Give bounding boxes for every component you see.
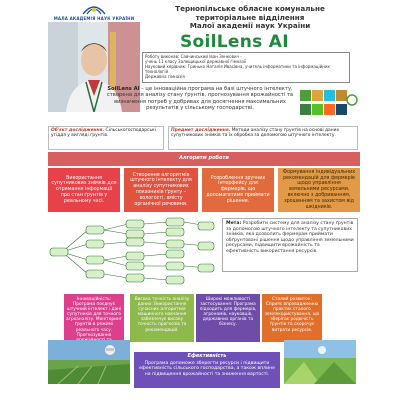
sdg-wheel-icon [347, 95, 357, 105]
aim-box [222, 218, 358, 272]
tree-node [198, 242, 214, 250]
farm-satellite-image [48, 340, 130, 384]
tree-node [126, 252, 144, 260]
app-title: SoilLens AI [180, 32, 289, 52]
feature-tile-innovation: Інноваційність: Програма поєднує штучний інтелект і дані супутників для точного агроаналізу. Моніторинг ґрунтів в режимі реального часу. Прогнозування [64, 294, 124, 342]
tree-node [166, 218, 184, 226]
aim-text: Розробити систему для аналізу стану ґрунтів за допомогою штучного інтелекту та супутникових знімків, яка дозволить фермерам приймати обґрунтовані рішення щодо управління земельними ресурсами, підвищити врожайність та ефективність використання ресурсів. [226, 221, 354, 254]
decision-tree-diagram [48, 216, 216, 288]
tree-node [126, 238, 144, 246]
author-line-3: Науковий керівник: Гринько Наталія Ивасівна, учитель інформатики та інформаційних технологій [145, 64, 330, 74]
algorithm-step-1: Використання супутникових знімків для отримання інформації про стан ґрунтів у реальному часі. [48, 168, 120, 212]
man-emblem-icon [81, 3, 107, 15]
research-subject [168, 126, 358, 150]
sdg-icon [312, 104, 323, 115]
intro-name: SoilLens AI [107, 86, 140, 92]
tree-node [198, 264, 214, 272]
tree-node [86, 226, 104, 234]
tree-node [126, 230, 144, 238]
research-object-label: Об'єкт дослідження. [51, 128, 105, 133]
sdg-icon [324, 104, 335, 115]
author-line-4: Державна гімназія [145, 74, 185, 79]
sdg-icon [312, 90, 323, 101]
tree-node [86, 270, 104, 278]
tree-node [198, 222, 214, 230]
feature-tile-applications: Широкі можливості застосування: Програма підходить для фермерів, агрономів, науковців, державних органів та бізнесу. [196, 294, 260, 342]
sdg-icons [298, 88, 358, 126]
tree-node [166, 228, 184, 236]
research-subject-label: Предмет дослідження. [171, 128, 231, 133]
tree-node [166, 250, 184, 258]
sdg-icon [336, 90, 347, 101]
aim-label: Мета: [226, 221, 242, 226]
algorithm-step-4: Формування індивідуальних рекомендацій для фермерів щодо управління земельними ресурсами, включно з добриванням, зрошенням та захистом від шкідників. [278, 168, 360, 212]
research-subject-text: Методи аналізу стану ґрунтів на основі даних супутникових знімків та їх обробка за допомогою штучного інтелекту. [171, 128, 340, 139]
sdg-icon [300, 90, 311, 101]
org-line-1: Тернопільське обласне комунальне територіальне відділення [175, 4, 325, 22]
research-object-text: Сільськогосподарські угіддя у вигляді ґрунтів. [51, 128, 156, 139]
efficiency-title: Ефективність [187, 353, 227, 359]
sdg-icon [336, 104, 347, 115]
organization-title [150, 5, 350, 31]
org-line-2: Малої академії наук України [189, 21, 311, 30]
tree-node [166, 240, 184, 248]
tree-node [126, 262, 144, 270]
algorithm-step-2: Створення алгоритмів штучного інтелекту для аналізу супутникових показників ґрунту – вологості, вмісту органічної речовини. [124, 168, 198, 212]
tree-node [166, 276, 184, 284]
sdg-icon [300, 104, 311, 115]
algorithm-title: Алгоритм роботи [179, 155, 229, 161]
tree-node [126, 274, 144, 282]
intro-description: – це інноваційна програма на базі штучного інтелекту, створена для аналізу стану ґрунтів, прогнозування врожайності та визначення потреб у добривах для досягнення максимальних результатів у сільському господарстві. [106, 86, 294, 111]
intro-text [106, 86, 294, 124]
sdg-icon [324, 90, 335, 101]
tree-node [86, 240, 104, 248]
tree-node [86, 256, 104, 264]
research-object [48, 126, 164, 150]
algorithm-step-3: Розроблення зручних інтерфейсу для фермерів, що допомагатиме приймати рішення. [202, 168, 274, 212]
efficiency-box [134, 352, 280, 388]
logo-text: МАЛА АКАДЕМІЯ НАУК УКРАЇНИ [53, 16, 135, 21]
tree-node [126, 220, 144, 228]
tree-node [50, 248, 68, 256]
author-line-2: учень 11 класу Залещицької державної гімназії [145, 59, 247, 64]
feature-tile-sustainability: Сталий розвиток: Сприяє впровадженню практик сталого землекористування, що зберігає родючість ґрунтів та скорочує витрати ресурсів. [262, 294, 322, 342]
author-info [142, 52, 350, 83]
field-analysis-image [284, 340, 356, 384]
tree-node [166, 262, 184, 270]
feature-tile-accuracy: Висока точність аналізу даних: Використання сучасних алгоритмів машинного навчання забезпечує високу точність прогнозів та рекомендацій. [130, 294, 194, 342]
efficiency-text: Програма допоможе зберегти ресурси і підвищити ефективність сільського господарства, а також вплине на підвищення врожайності та зниження вартості. [139, 360, 275, 377]
author-line-1: Роботу виконав: Савчинський Іван Зенкович - [145, 54, 242, 59]
